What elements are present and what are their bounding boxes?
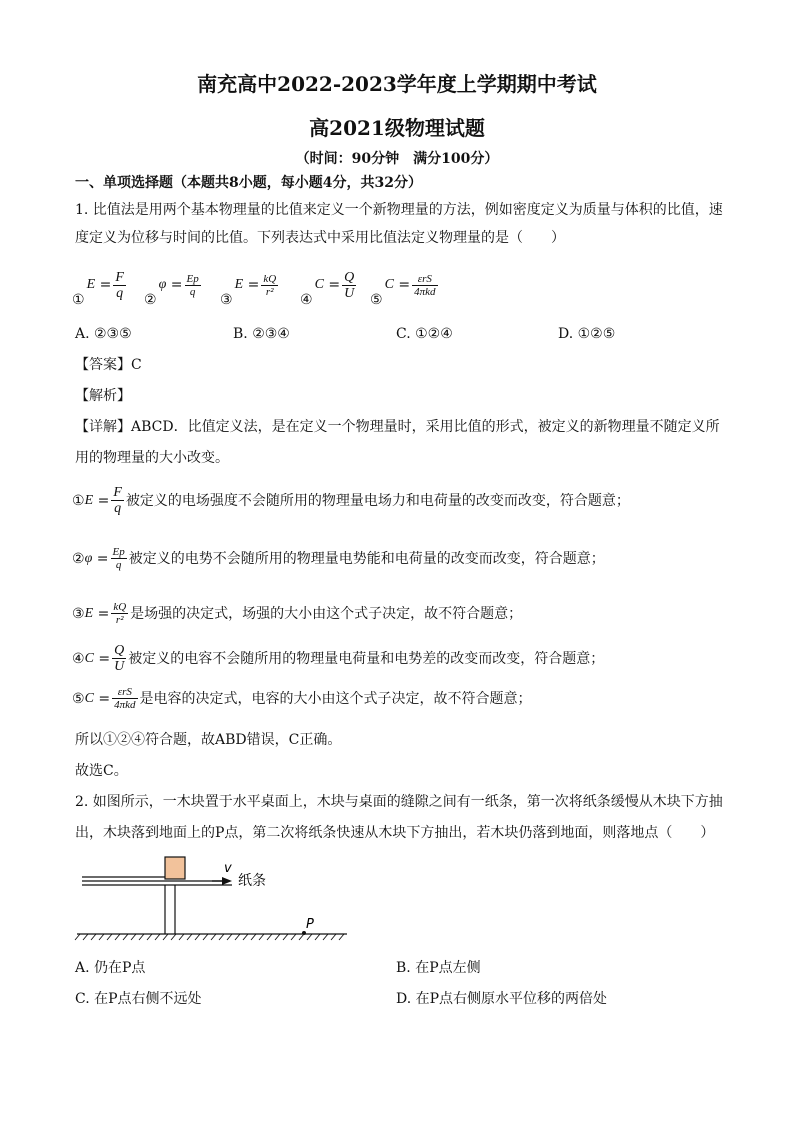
q1-item-5: ⑤ C = $\frac{\text{εrS}}{\text{4πkd}}$ 是电容的决定式，电容的大小由这个式子决定，故不符合题意； — [72, 686, 532, 711]
q1-option-d: D. ①②⑤ — [558, 326, 616, 342]
formula-3: ③ E = $\frac{kQ}{\text{r²}}$ — [220, 272, 277, 308]
q1-answer: 【答案】C — [75, 357, 142, 373]
q2-option-b: B. 在P点左侧 — [396, 960, 481, 976]
formula-1: ① E = $\frac{F}{q}$ — [72, 269, 124, 308]
exam-subtitle: 高2021级物理试题 — [309, 116, 485, 140]
formula-number: ① — [72, 292, 85, 308]
velocity-label: v — [224, 861, 232, 876]
q1-detail-line2: 用的物理量的大小改变。 — [75, 450, 229, 466]
q2-option-d: D. 在P点右侧原水平位移的两倍处 — [396, 991, 608, 1007]
q1-detail-line1: 【详解】ABCD．比值定义法，是在定义一个物理量时，采用比值的形式，被定义的新物理量不随定义所 — [75, 419, 720, 435]
q1-option-b: B. ②③④ — [233, 326, 290, 342]
formula-4: ④ C = $\frac{Q}{U}$ — [300, 269, 355, 308]
point-p-label: P — [306, 917, 314, 932]
q2-option-a: A. 仍在P点 — [75, 960, 146, 976]
q1-option-c: C. ①②④ — [396, 326, 453, 342]
exam-title: 南充高中2022-2023学年度上学期期中考试 — [197, 72, 597, 96]
formula-2: ② φ = $\frac{Ep}{q}$ — [144, 272, 199, 308]
q1-analysis-label: 【解析】 — [75, 388, 131, 404]
q1-formula-row — [72, 262, 492, 312]
formula-5: ⑤ C = $\frac{\text{εrS}}{\text{4πkd}}$ — [370, 272, 436, 308]
q2-figure — [72, 852, 362, 944]
q1-final: 故选C。 — [75, 763, 128, 779]
q1-option-a: A. ②③⑤ — [75, 326, 132, 342]
q1-stem-line1: 1. 比值法是用两个基本物理量的比值来定义一个新物理量的方法，例如密度定义为质量与体积的比值，速 — [75, 202, 723, 218]
exam-meta: （时间：90分钟 满分100分） — [295, 151, 499, 167]
q1-item-1: ① E = $\frac{F}{q}$ 被定义的电场强度不会随所用的物理量电场力和电荷量的改变而改变，符合题意； — [72, 485, 630, 516]
q2-stem-line1: 2. 如图所示，一木块置于水平桌面上，木块与桌面的缝隙之间有一纸条，第一次将纸条缓慢从木块下方抽 — [75, 794, 723, 810]
q1-item-3: ③ E = $\frac{kQ}{\text{r²}}$ 是场强的决定式，场强的大小由这个式子决定，故不符合题意； — [72, 601, 523, 626]
wood-block — [165, 857, 185, 879]
q2-option-c: C. 在P点右侧不远处 — [75, 991, 202, 1007]
q1-item-4: ④ C = $\frac{Q}{U}$ 被定义的电容不会随所用的物理量电荷量和电势差的改变而改变，符合题意； — [72, 643, 605, 674]
q1-conclusion: 所以①②④符合题，故ABD错误，C正确。 — [75, 732, 342, 748]
paper-label: 纸条 — [238, 873, 266, 889]
section-heading: 一、单项选择题（本题共8小题，每小题4分，共32分） — [75, 175, 422, 191]
q1-item-2: ② φ = $\frac{Ep}{q}$ 被定义的电势不会随所用的物理量电势能和电荷量的改变而改变，符合题意； — [72, 546, 605, 571]
q1-stem-line2: 度定义为位移与时间的比值。下列表达式中采用比值法定义物理量的是（ ） — [75, 230, 565, 246]
arrow-icon — [222, 877, 232, 885]
q2-stem-line2: 出，木块落到地面上的P点，第二次将纸条快速从木块下方抽出，若木块仍落到地面，则落地点（ ） — [75, 825, 715, 841]
